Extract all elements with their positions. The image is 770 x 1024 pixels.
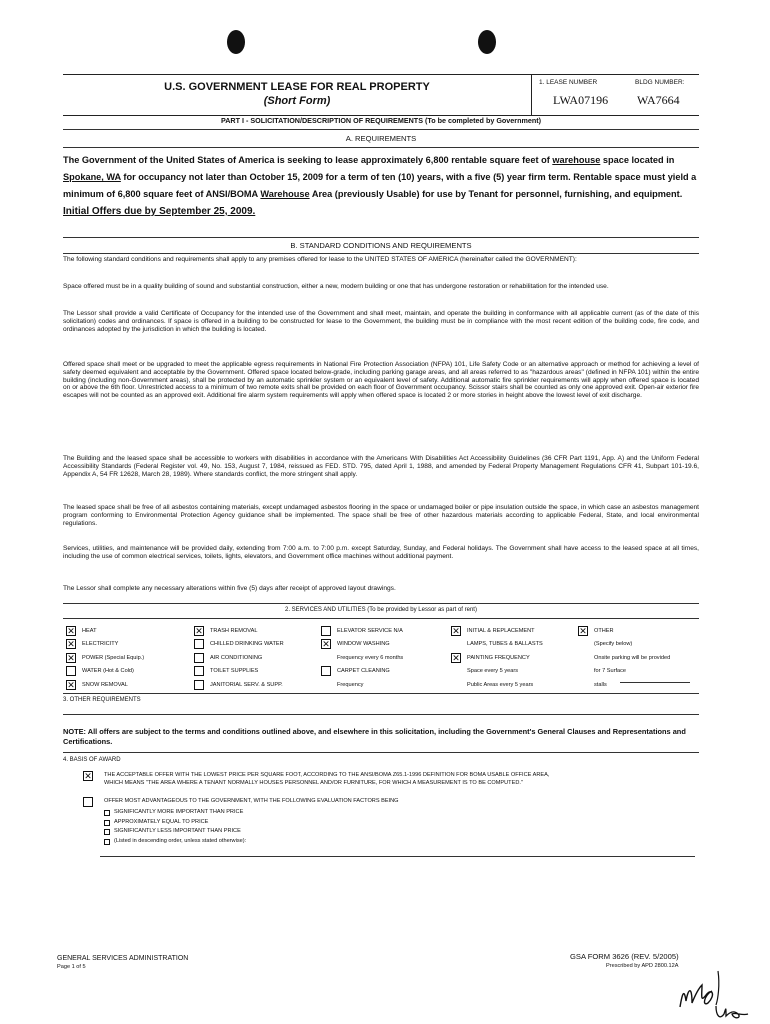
service-label: Public Areas every 5 years <box>467 681 534 688</box>
service-label: LAMPS, TUBES & BALLASTS <box>467 641 543 648</box>
service-label: ELECTRICITY <box>82 641 119 648</box>
service-checkbox-col1-1[interactable]: ✕ <box>67 639 75 650</box>
service-label: for 7 Surface <box>594 668 627 675</box>
service-label: SNOW REMOVAL <box>82 681 128 688</box>
services-title: 2. SERVICES AND UTILITIES (To be provided by Lessor as part of rent) <box>285 607 477 613</box>
footer-form-number: GSA FORM 3626 (REV. 5/2005) <box>570 952 679 961</box>
service-label: (Specify below) <box>594 641 633 648</box>
basis-of-award-title: 4. BASIS OF AWARD <box>63 757 121 763</box>
paragraph-services: Services, utilities, and maintenance will be provided daily, extending from 7:00 a.m. to 7:00 p.m. except Saturday, Sunday, and Federal holidays. The Government shall have access to the leased space at all times, including the use of common electrical services, toilets, lights, elevators, and Government office machines without additional payment. <box>63 545 699 560</box>
service-label: WINDOW WASHING <box>337 641 390 648</box>
service-checkbox-col1-0[interactable]: ✕ <box>67 626 75 636</box>
service-checkbox-col1-3[interactable] <box>66 666 76 676</box>
handwritten-initials-second <box>712 1000 762 1024</box>
service-label: HEAT <box>82 628 97 634</box>
lease-number-value: LWA07196 <box>553 93 609 107</box>
service-checkbox-col2-2[interactable] <box>194 653 204 663</box>
service-label: INITIAL & REPLACEMENT <box>467 628 535 634</box>
service-checkbox-col2-1[interactable] <box>194 639 204 649</box>
form-title: U.S. GOVERNMENT LEASE FOR REAL PROPERTY <box>164 81 430 93</box>
factor-label: APPROXIMATELY EQUAL TO PRICE <box>114 818 209 825</box>
footer-prescribed: Prescribed by APD 2800.12A <box>606 963 679 969</box>
paragraph-occupancy: The Lessor shall provide a valid Certificate of Occupancy for the intended use of the Government and shall meet, maintain, and operate the building in conformance with all applicable current (as of the date of this solicitation) codes and ordinances. If space is offered in a building to be constructed for lease to the Government, the building must be in compliance with the most recent edition of the building code, fire code, and ordinances adopted by the jurisdiction in which the building is located. <box>63 310 699 333</box>
stalls-underline <box>620 682 690 683</box>
bldg-number-value: WA7664 <box>637 93 680 107</box>
punch-hole-right <box>478 30 496 54</box>
note-text: NOTE: All offers are subject to the terms and conditions outlined above, and elsewhere in this solicitation, including the Government's General Clauses and Representations and Certifications. <box>63 727 686 746</box>
service-checkbox-col4-2[interactable]: ✕ <box>452 652 460 663</box>
service-checkbox-col1-2[interactable]: ✕ <box>67 652 75 663</box>
service-label: Onsite parking will be provided <box>594 654 671 661</box>
factor-checkbox-0[interactable] <box>104 810 110 816</box>
service-label: TOILET SUPPLIES <box>210 668 259 675</box>
lease-number-label: 1. LEASE NUMBER <box>539 79 598 86</box>
bldg-number-label: BLDG NUMBER: <box>635 79 685 86</box>
basis-lowest-price-checkbox[interactable]: ✕ <box>84 771 92 781</box>
header-box <box>63 74 699 116</box>
factor-label: (Listed in descending order, unless stated otherwise): <box>114 837 247 844</box>
part-title: PART I - SOLICITATION/DESCRIPTION OF REQUIREMENTS (To be completed by Government) <box>220 116 542 125</box>
factor-checkbox-1[interactable] <box>104 820 110 826</box>
punch-hole-left <box>227 30 245 54</box>
service-checkbox-col3-0[interactable] <box>321 626 331 636</box>
paragraph-alterations: The Lessor shall complete any necessary alterations within five (5) days after receipt of approved layout drawings. <box>63 585 396 592</box>
paragraph-quality: Space offered must be in a quality building of sound and substantial construction, either a new, modern building or one that has undergone restoration or rehabilitation for the intended use. <box>63 283 609 290</box>
service-label: AIR CONDITIONING <box>210 654 263 661</box>
basis-most-advantageous-label: OFFER MOST ADVANTAGEOUS TO THE GOVERNMENT, WITH THE FOLLOWING EVALUATION FACTORS BEING <box>104 798 399 804</box>
section-a-heading: A. REQUIREMENTS <box>345 134 417 143</box>
service-label: ELEVATOR SERVICE N/A <box>337 628 403 634</box>
service-label: POWER (Special Equip.) <box>82 654 145 661</box>
service-label: Frequency <box>337 681 364 688</box>
service-checkbox-col2-3[interactable] <box>194 666 204 676</box>
paragraph-intro: The following standard conditions and requirements shall apply to any premises offered for lease to the UNITED STATES OF AMERICA (hereinafter called the GOVERNMENT): <box>63 256 577 263</box>
service-label: CHILLED DRINKING WATER <box>210 641 284 648</box>
service-checkbox-col1-4[interactable]: ✕ <box>67 679 75 690</box>
footer-page: Page 1 of 5 <box>57 964 86 970</box>
service-label: OTHER <box>594 628 614 634</box>
paragraph-accessibility: The Building and the leased space shall be accessible to workers with disabilities in accordance with the Americans With Disabilities Act Accessibility Guidelines (36 CFR Part 1191, App. A) and the Uniform Federal Accessibility Standards (Federal Register vol. 49, No. 153, August 7, 1984, reissued as FED. STD. 795, dated April 1, 1988, and amended by Federal Property Management Regulations CFR 41, Subpart 101-19.6, Appendix A, 54 FR 12628, March 28, 1989). Where standards conflict, the more stringent shall apply. <box>63 455 699 478</box>
service-label: Frequency every 6 months <box>337 654 404 661</box>
form-subtitle: (Short Form) <box>263 95 331 107</box>
factor-label: SIGNIFICANTLY LESS IMPORTANT THAN PRICE <box>114 828 241 834</box>
service-checkbox-col5-0[interactable]: ✕ <box>579 626 587 636</box>
service-label: CARPET CLEANING <box>337 668 390 675</box>
section-b-heading: B. STANDARD CONDITIONS AND REQUIREMENTS <box>290 241 472 250</box>
service-checkbox-col2-4[interactable] <box>194 680 204 690</box>
service-label: PAINTING FREQUENCY <box>467 654 530 661</box>
service-checkbox-col3-1[interactable]: ✕ <box>322 639 330 650</box>
factor-checkbox-3[interactable] <box>104 839 110 845</box>
basis-lowest-price-label: THE ACCEPTABLE OFFER WITH THE LOWEST PRICE PER SQUARE FOOT, ACCORDING TO THE ANSI/BOMA Z65.1-1996 DEFINITION FOR BOMA USABLE OFFICE AREA, <box>104 772 550 778</box>
factor-checkbox-2[interactable] <box>104 829 110 835</box>
service-checkbox-col4-0[interactable]: ✕ <box>452 626 460 636</box>
paragraph-asbestos: The leased space shall be free of all asbestos containing materials, except undamaged asbestos flooring in the space or undamaged boiler or pipe insulation outside the space, in which case an asbestos management program conforming to Environmental Protection Agency guidance shall be implemented. The space shall be free of other hazardous materials according to applicable Federal, State, and local environmental regulations. <box>63 504 699 527</box>
service-checkbox-col3-3[interactable] <box>321 666 331 676</box>
header-divider <box>531 75 532 115</box>
other-requirements-label: 3. OTHER REQUIREMENTS <box>63 697 141 703</box>
service-checkbox-col2-0[interactable]: ✕ <box>195 626 203 636</box>
requirements-intro: The Government of the United States of America is seeking to lease approximately 6,800 rentable square feet of warehouse space located in Spokane, WA for occupancy not later than October 15, 2009 for a term of ten (10) years, with a five (5) year firm term. Rentable space must yield a minimum of 6,800 square feet of ANSI/BOMA Warehouse Area (previously Usable) for use by Tenant for personnel, furnishing, and equipment. Initial Offers due by September 25, 2009. <box>63 155 697 217</box>
factor-label: SIGNIFICANTLY MORE IMPORTANT THAN PRICE <box>114 809 244 815</box>
service-label: Space every 5 years <box>467 668 518 675</box>
service-label: WATER (Hot & Cold) <box>82 668 134 675</box>
basis-lowest-price-label-cont: WHICH MEANS "THE AREA WHERE A TENANT NORMALLY HOUSES PERSONNEL AND/OR FURNITURE, FOR WHICH A MEASUREMENT IS TO BE COMPUTED." <box>104 780 523 786</box>
paragraph-fire-safety: Offered space shall meet or be upgraded to meet the applicable egress requirements in National Fire Protection Association (NFPA) 101, Life Safety Code or an alternative approach or method for achieving a level of safety deemed equivalent and acceptable by the Government. Offered space located below-grade, including parking garage areas, and all areas referred to as "hazardous areas" (defined in NFPA 101) within the entire building (including non-Government areas), shall be protected by an automatic sprinkler system or an equivalent level of safety. Additional automatic fire sprinkler requirements will apply when offered space is located on or above the 6th floor. Unrestricted access to a minimum of two remote exits shall be provided on each floor of Government occupancy. Scissor stairs shall be counted as only one approved exit. Open-air exterior fire escapes will not be counted as an approved exit. Additional fire alarm system requirements will apply when offered space is located 2 or more stories in height above the lowest level of exit discharge. <box>63 361 699 400</box>
service-label: TRASH REMOVAL <box>210 628 258 634</box>
service-label: JANITORIAL SERV. & SUPP. <box>210 681 283 688</box>
basis-most-advantageous-checkbox[interactable] <box>83 797 93 807</box>
service-label: stalls <box>594 681 607 688</box>
footer-agency: GENERAL SERVICES ADMINISTRATION <box>57 955 189 962</box>
